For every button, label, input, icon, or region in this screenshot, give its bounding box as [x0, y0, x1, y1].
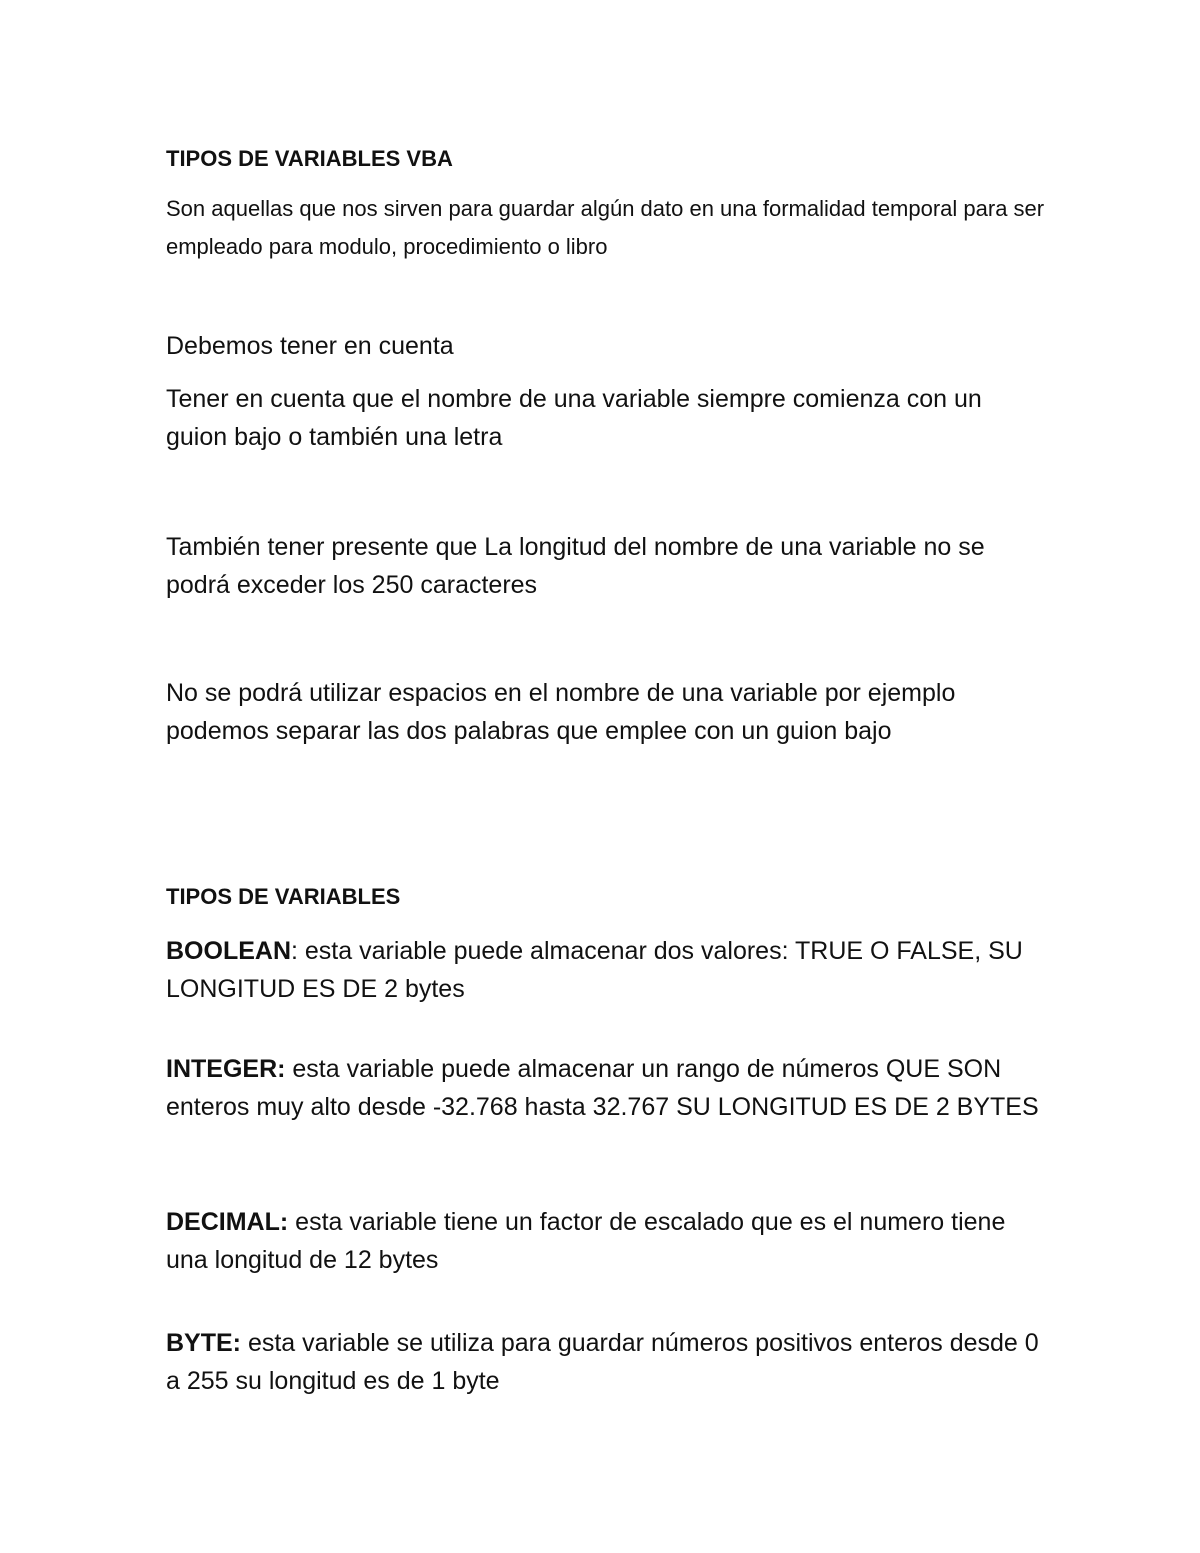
- section-heading-cuenta: Debemos tener en cuenta: [166, 332, 454, 360]
- type-description: esta variable puede almacenar un rango de números QUE SON enteros muy alto desde -32.768 hasta 32.767 SU LONGITUD ES DE 2 BYTES: [166, 1055, 1039, 1121]
- types-heading: TIPOS DE VARIABLES: [166, 884, 401, 909]
- type-term: DECIMAL:: [166, 1208, 289, 1236]
- document-title: TIPOS DE VARIABLES VBA: [166, 146, 453, 171]
- type-boolean: [166, 932, 1046, 1008]
- type-decimal: [166, 1203, 1046, 1279]
- type-separator: :: [291, 937, 298, 965]
- rule-paragraph-1: Tener en cuenta que el nombre de una variable siempre comienza con un guion bajo o también una letra: [166, 385, 982, 451]
- type-description: esta variable puede almacenar dos valores: TRUE O FALSE, SU LONGITUD ES DE 2 bytes: [166, 937, 1023, 1003]
- rule-paragraph-2: También tener presente que La longitud del nombre de una variable no se podrá exceder los 250 caracteres: [166, 533, 985, 599]
- type-term: INTEGER:: [166, 1055, 286, 1083]
- intro-paragraph: Son aquellas que nos sirven para guardar algún dato en una formalidad temporal para ser empleado para modulo, procedimiento o libro: [166, 196, 1045, 259]
- type-integer: [166, 1050, 1046, 1126]
- rule-paragraph-3: No se podrá utilizar espacios en el nombre de una variable por ejemplo podemos separar las dos palabras que emplee con un guion bajo: [166, 679, 956, 745]
- type-description: esta variable tiene un factor de escalado que es el numero tiene una longitud de 12 bytes: [166, 1208, 1006, 1274]
- type-byte: [166, 1324, 1046, 1400]
- type-term: BOOLEAN: [166, 937, 291, 965]
- type-term: BYTE:: [166, 1329, 241, 1357]
- type-description: esta variable se utiliza para guardar números positivos enteros desde 0 a 255 su longitud es de 1 byte: [166, 1329, 1039, 1395]
